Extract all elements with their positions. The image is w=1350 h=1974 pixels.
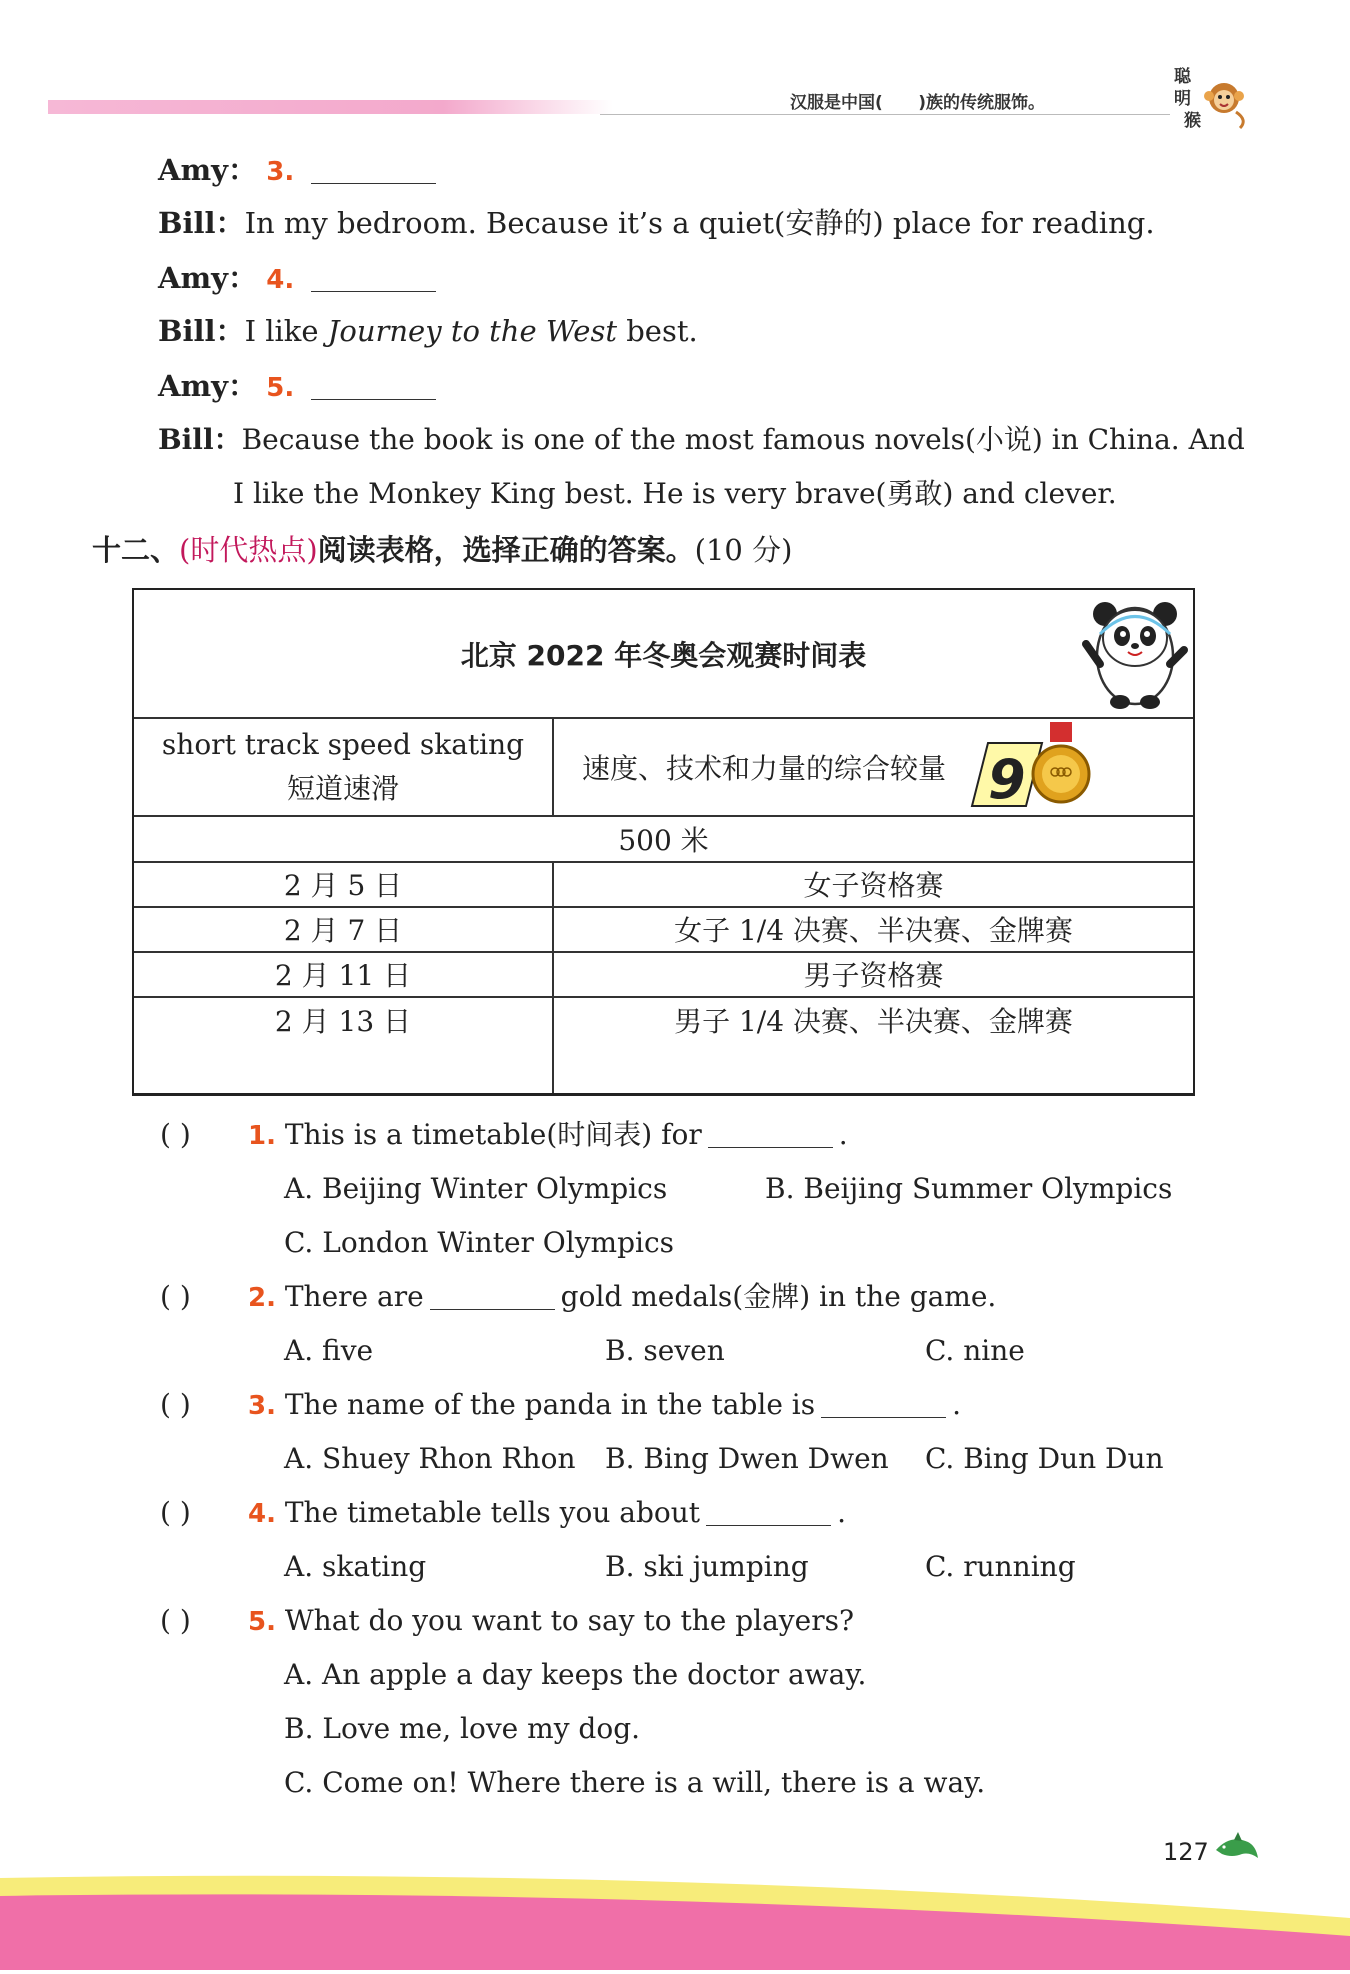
option-b[interactable]: B. Beijing Summer Olympics (765, 1172, 1173, 1205)
option-c[interactable]: C. London Winter Olympics (284, 1226, 675, 1259)
table-rule (132, 1094, 1195, 1096)
question-text-end: . (952, 1388, 962, 1421)
event-description: 速度、技术和力量的综合较量 (581, 751, 946, 785)
section-number: 十二、 (92, 533, 180, 567)
section-points: (10 分) (694, 533, 793, 567)
speaker-bill: Bill： (158, 423, 242, 456)
speaker-amy: Amy： (158, 261, 258, 295)
table-date: 2 月 5 日 (283, 869, 403, 902)
answer-blank[interactable] (311, 371, 436, 400)
table-title: 北京 2022 年冬奥会观赛时间表 (460, 638, 867, 672)
answer-paren[interactable]: ( ) (160, 1118, 191, 1151)
dolphin-icon (1212, 1828, 1262, 1868)
question-number: 5. (266, 373, 295, 403)
timetable (132, 588, 1195, 1095)
question-number: 3. (266, 157, 295, 187)
section-title (92, 530, 792, 570)
svg-text:聪: 聪 (1174, 67, 1191, 87)
dialogue-text: best. (617, 314, 698, 348)
event-cell (134, 718, 552, 815)
answer-paren[interactable]: ( ) (160, 1280, 191, 1313)
option-b[interactable]: B. Love me, love my dog. (284, 1712, 641, 1745)
question-4 (160, 1494, 846, 1533)
answer-blank[interactable] (311, 155, 436, 184)
question-number: 3. (248, 1391, 276, 1421)
medal-count: 9 (988, 748, 1026, 811)
answer-blank[interactable] (430, 1283, 555, 1310)
question-1 (160, 1116, 848, 1155)
speaker-amy: Amy： (158, 369, 258, 403)
header-rule (600, 114, 1170, 115)
question-text: What do you want to say to the players? (284, 1604, 854, 1637)
answer-blank[interactable] (706, 1499, 831, 1526)
table-date (134, 997, 552, 1093)
event-name-en: short track speed skating (161, 727, 525, 761)
svg-text:明: 明 (1174, 89, 1191, 109)
question-text-end: . (837, 1496, 846, 1529)
question-number: 5. (248, 1607, 276, 1637)
dialogue-text: In my bedroom. Because it’s a quiet(安静的) place for reading. (244, 206, 1155, 240)
panda-mascot-icon (1080, 594, 1190, 712)
answer-paren[interactable]: ( ) (160, 1604, 191, 1637)
question-number: 2. (248, 1283, 276, 1313)
gold-medal-icon (964, 718, 1104, 815)
table-date-text: 2 月 13 日 (274, 1005, 412, 1038)
answer-paren[interactable]: ( ) (160, 1496, 191, 1529)
question-2 (160, 1278, 996, 1317)
question-text: This is a timetable(时间表) for (284, 1118, 702, 1151)
question-number: 1. (248, 1121, 276, 1151)
table-stage: 女子资格赛 (803, 869, 944, 902)
dialogue-text: Because the book is one of the most famous novels(小说) in China. And (241, 423, 1245, 456)
svg-text:猴: 猴 (1184, 111, 1201, 131)
question-text: The timetable tells you about (284, 1496, 701, 1529)
table-stage-text: 男子 1/4 决赛、半决赛、金牌赛 (674, 1005, 1073, 1038)
question-5 (160, 1602, 854, 1641)
monkey-mascot-logo (1170, 62, 1250, 132)
table-date: 2 月 7 日 (283, 914, 403, 947)
option-a[interactable]: A. An apple a day keeps the doctor away. (284, 1658, 867, 1691)
dialogue-line (233, 474, 1117, 514)
book-title: Journey to the West (327, 314, 617, 348)
question-text-end: . (838, 1118, 848, 1151)
section-tag: (时代热点) (179, 533, 318, 567)
header-decor-band (48, 100, 613, 114)
option-a[interactable]: A. Beijing Winter Olympics (284, 1172, 668, 1205)
event-name-zh: 短道速滑 (286, 771, 399, 805)
question-number: 4. (266, 265, 295, 295)
speaker-bill: Bill： (158, 314, 245, 348)
option-c[interactable]: C. nine (925, 1334, 1025, 1367)
dialogue-text: I like the Monkey King best. He is very brave(勇敢) and clever. (233, 477, 1117, 510)
option-c[interactable]: C. running (925, 1550, 1076, 1583)
dialogue-line (158, 203, 1155, 243)
table-stage: 女子 1/4 决赛、半决赛、金牌赛 (674, 914, 1073, 947)
answer-paren[interactable]: ( ) (160, 1388, 191, 1421)
distance-cell: 500 米 (618, 823, 709, 857)
option-c[interactable]: C. Come on! Where there is a will, there is a way. (284, 1766, 986, 1799)
option-b[interactable]: B. Bing Dwen Dwen (605, 1442, 889, 1475)
page-number: 127 (1163, 1838, 1209, 1866)
question-text-end: gold medals(金牌) in the game. (560, 1280, 997, 1313)
footer-decor-band (0, 1870, 1350, 1970)
option-a[interactable]: A. skating (284, 1550, 427, 1583)
dialogue-line (158, 150, 436, 192)
table-stage (554, 997, 1193, 1093)
option-a[interactable]: A. five (284, 1334, 374, 1367)
question-text: The name of the panda in the table is (284, 1388, 816, 1421)
table-stage: 男子资格赛 (803, 959, 944, 992)
option-b[interactable]: B. ski jumping (605, 1550, 809, 1583)
table-date: 2 月 11 日 (274, 959, 412, 992)
dialogue-line (158, 420, 1245, 460)
option-c[interactable]: C. Bing Dun Dun (925, 1442, 1164, 1475)
answer-blank[interactable] (311, 263, 436, 292)
dialogue-line (158, 311, 698, 351)
dialogue-line (158, 258, 436, 300)
speaker-bill: Bill： (158, 206, 245, 240)
question-3 (160, 1386, 961, 1425)
option-a[interactable]: A. Shuey Rhon Rhon (284, 1442, 576, 1475)
section-instruction: 阅读表格，选择正确的答案。 (317, 533, 695, 567)
dialogue-line (158, 366, 436, 408)
speaker-amy: Amy： (158, 153, 258, 187)
header-tip: 汉服是中国( )族的传统服饰。 (790, 93, 1046, 113)
question-text: There are (284, 1280, 424, 1313)
answer-blank[interactable] (821, 1391, 946, 1418)
answer-blank[interactable] (708, 1121, 833, 1148)
option-b[interactable]: B. seven (605, 1334, 725, 1367)
dialogue-text: I like (244, 314, 328, 348)
question-number: 4. (248, 1499, 276, 1529)
